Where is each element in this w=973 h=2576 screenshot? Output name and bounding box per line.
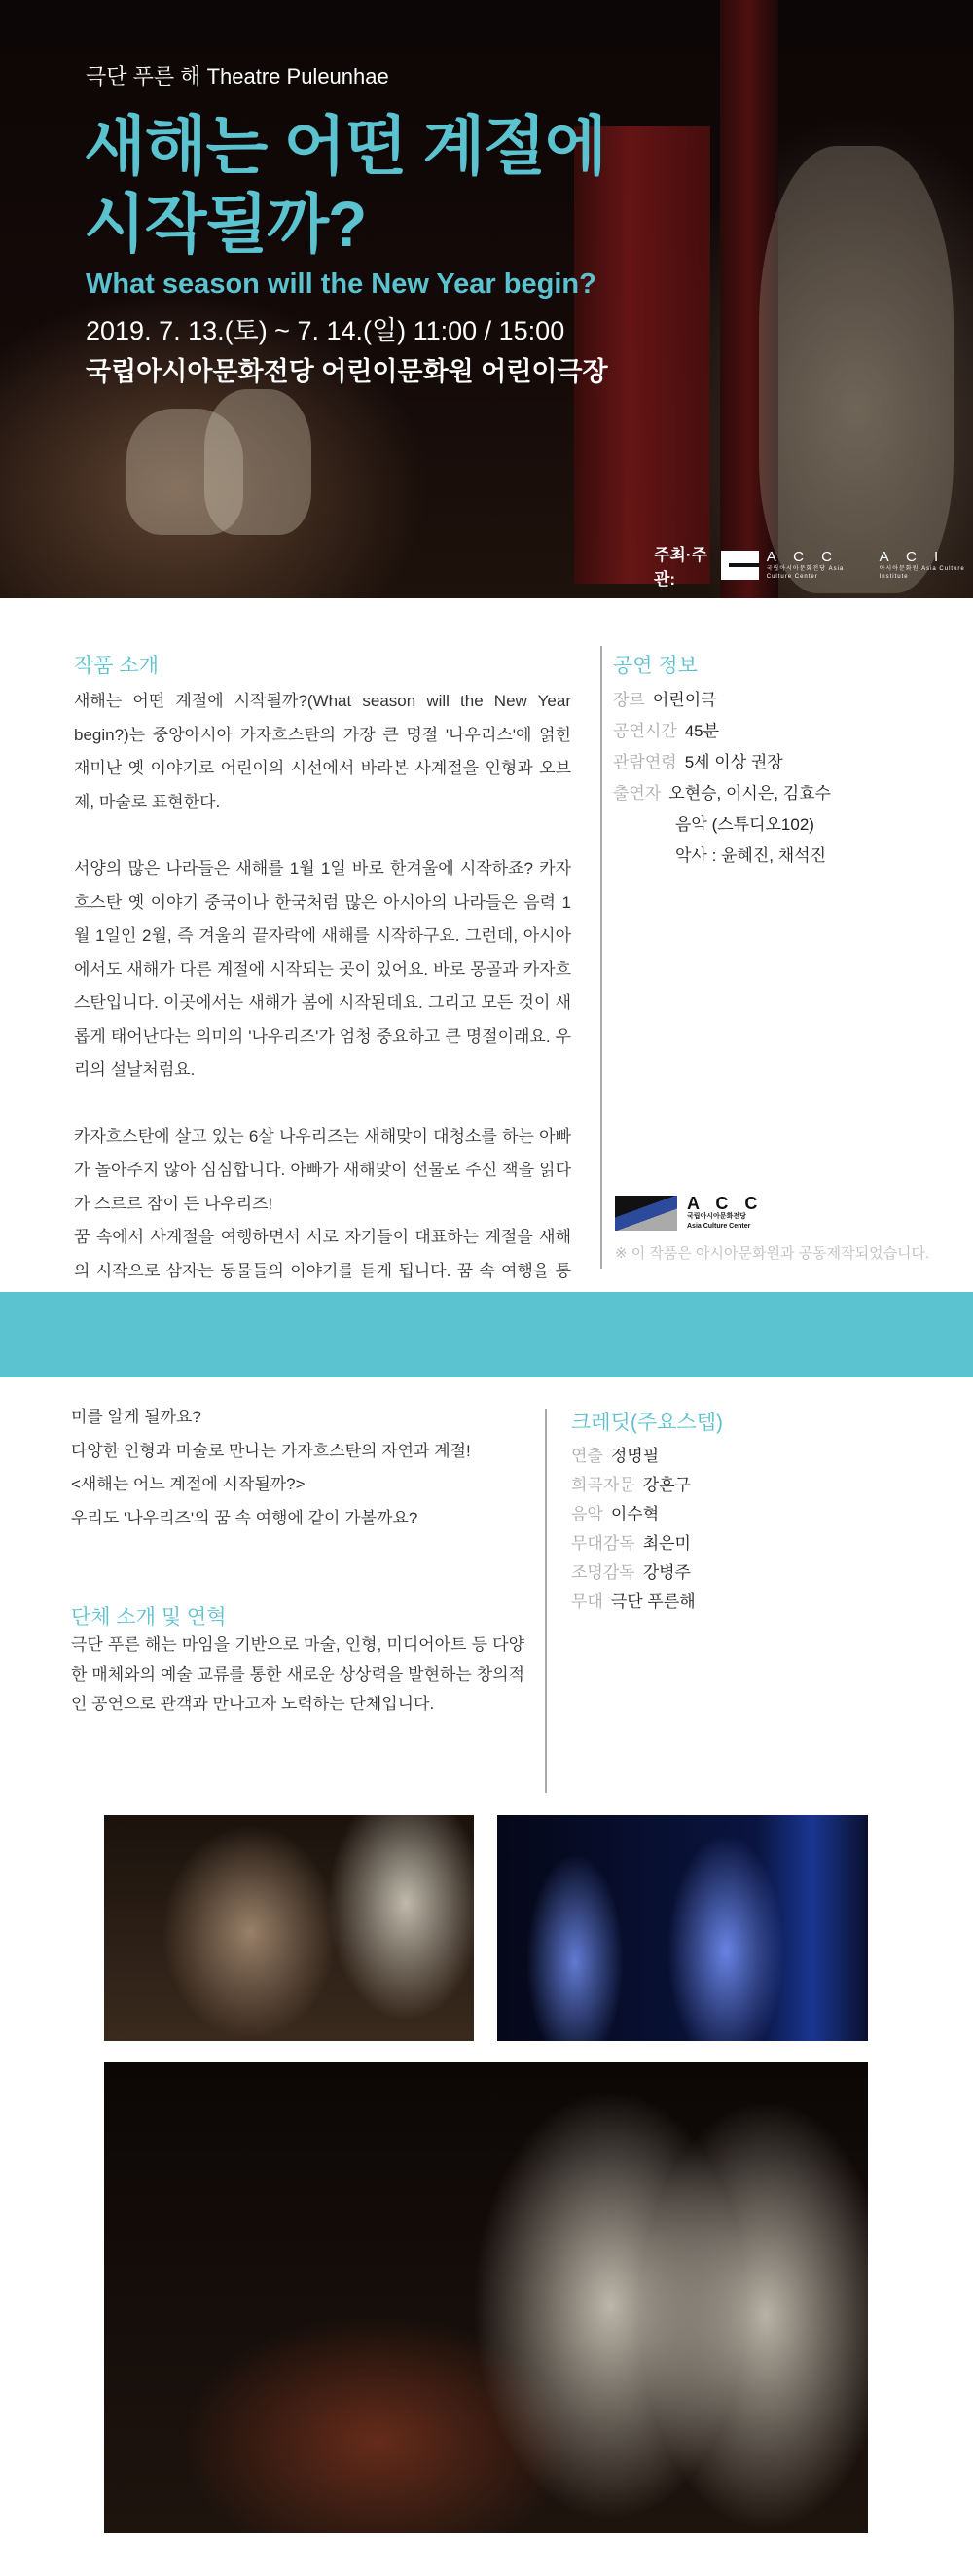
title-line-2: 시작될까? (84, 188, 367, 260)
credit-name: 강병주 (642, 1563, 691, 1582)
title-line-1: 새해는 어떤 계절에 (84, 110, 606, 182)
intro-paragraph: 새해는 어떤 계절에 시작될까?(What season will the New Year begin?)는 중앙아시아 카자흐스탄의 가장 큰 명절 '나우리스'에 얽힌 재미난 옛 이야기로 어린이의 시선에서 바라본 사계절을 인형과 오브제, 마술로 표현한다. (74, 692, 571, 811)
credit-row (571, 1442, 863, 1471)
info-value: 오현승, 이시은, 김효수 (668, 784, 831, 803)
acc-logo-icon (721, 551, 758, 580)
credit-row (571, 1471, 863, 1500)
credit-role: 연출 (571, 1447, 603, 1465)
performance-photo-3 (104, 2062, 868, 2533)
credit-name: 강훈구 (642, 1476, 691, 1494)
credit-row (571, 1588, 863, 1617)
credit-role: 무대 (571, 1592, 603, 1611)
info-row-age (613, 747, 944, 778)
host-logos (654, 541, 973, 590)
intro-paragraph: 서양의 많은 나라들은 새해를 1월 1일 바로 한겨울에 시작하죠? 카자흐스탄 옛 이야기 중국이나 한국처럼 많은 아시아의 나라들은 음력 1월 1일인 2월, 즉 겨울의 끝자락에 새해를 시작하구요. 그런데, 아시아에서도 새해가 다른 계절에 시작되는 곳이 있어요. 바로 몽골과 카자흐스탄입니다. 이곳에서는 새해가 봄에 시작된데요. 그리고 모든 것이 새롭게 태어난다는 의미의 '나우리즈'가 엄청 중요하고 큰 명절이래요. 우리의 설날처럼요. (74, 859, 571, 1079)
intro-section (74, 650, 571, 1322)
acc-logo-subtext: 국립아시아문화전당 Asia Culture Center (766, 566, 845, 580)
info-musicians: 악사 : 윤혜진, 채석진 (675, 846, 826, 865)
performance-venue: 국립아시아문화전당 어린이문화원 어린이극장 (86, 357, 608, 386)
intro-paragraph: 우리도 '나우리즈'의 꿈 속 여행에 같이 가볼까요? (71, 1508, 418, 1527)
credits-section (571, 1407, 863, 1617)
info-heading: 공연 정보 (613, 655, 698, 677)
column-divider (600, 646, 602, 1269)
info-value: 어린이극 (652, 691, 717, 709)
acc-logo-subtext-ko: 국립아시아문화전당 (687, 1213, 746, 1220)
acc-logo-subtext-en: Asia Culture Center (687, 1223, 751, 1230)
acc-logo-wordmark (687, 1195, 763, 1232)
company-text: 극단 푸른 해는 마임을 기반으로 마술, 인형, 미디어아트 등 다양한 매체와의 예술 교류를 통한 새로운 상상력을 발현하는 창의적인 공연으로 관객과 만나고자 노력하는 단체입니다. (71, 1635, 524, 1713)
intro-heading: 작품 소개 (74, 655, 159, 677)
page-title (84, 107, 606, 263)
credit-row (571, 1529, 863, 1558)
credits-heading: 크레딧(주요스텝) (571, 1412, 723, 1434)
hero-banner (0, 0, 973, 598)
credit-name: 최은미 (642, 1534, 691, 1553)
info-value: 5세 이상 권장 (684, 753, 783, 771)
info-label: 공연시간 (613, 722, 677, 740)
title-english: What season will the New Year begin? (86, 268, 596, 300)
performance-photo-1 (104, 1815, 474, 2041)
coproduction-note: ※ 이 작품은 아시아문화원과 공동제작되었습니다. (615, 1245, 930, 1262)
intro-continued (71, 1401, 528, 1535)
company-heading: 단체 소개 및 연혁 (71, 1606, 227, 1628)
credit-role: 희곡자문 (571, 1476, 635, 1494)
info-value: 45분 (684, 722, 720, 740)
aci-logo (880, 550, 973, 581)
intro-paragraph: <새해는 어느 계절에 시작될까?> (71, 1475, 306, 1493)
credit-role: 조명감독 (571, 1563, 635, 1582)
info-row-cast (613, 778, 944, 809)
column-divider (545, 1409, 547, 1793)
acc-logo (767, 550, 872, 581)
intro-paragraph: 미를 알게 될까요? (71, 1408, 201, 1426)
credit-role: 무대감독 (571, 1534, 635, 1553)
aci-logo-text: A C I (879, 549, 946, 565)
host-label: 주최·주관: (654, 546, 707, 589)
info-label: 출연자 (613, 784, 662, 803)
hero-photo-performer (204, 389, 311, 535)
company-section (71, 1601, 524, 1720)
acc-coproduction-logo (615, 1195, 763, 1232)
info-label: 관람연령 (613, 753, 677, 771)
info-row-duration (613, 716, 944, 747)
credit-name: 이수혁 (610, 1505, 660, 1523)
acc-logo-text: A C C (687, 1194, 764, 1213)
company-name: 극단 푸른 해 Theatre Puleunhae (86, 64, 389, 89)
hero-photo-performer (759, 146, 954, 593)
info-row-genre (613, 685, 944, 716)
performance-info (613, 650, 944, 872)
intro-paragraph: 다양한 인형과 마술로 만나는 카자흐스탄의 자연과 계절! (71, 1441, 471, 1460)
info-music: 음악 (스튜디오102) (675, 815, 814, 834)
intro-paragraph: 카자흐스탄에 살고 있는 6살 나우리즈는 새해맞이 대청소를 하는 아빠가 놀아주지 않아 심심합니다. 아빠가 새해맞이 선물로 주신 책을 읽다가 스르르 잠이 든 나우리즈! (74, 1127, 571, 1213)
credit-role: 음악 (571, 1505, 603, 1523)
credit-name: 극단 푸른해 (610, 1592, 696, 1611)
credit-row (571, 1500, 863, 1529)
acc-logo-text: A C C (766, 549, 839, 565)
teal-band (0, 1292, 973, 1377)
intro-paragraph: 꿈 속에서 사계절을 여행하면서 서로 자기들이 대표하는 계절을 새해의 시작으로 삼자는 동물들의 이야기를 듣게 됩니다. 꿈 속 여행을 통 (74, 1228, 571, 1280)
aci-logo-subtext: 아시아문화원 Asia Culture Institute (879, 566, 965, 580)
credit-row (571, 1558, 863, 1588)
acc-logo-icon (615, 1196, 677, 1231)
performance-photo-2 (497, 1815, 868, 2041)
performance-date: 2019. 7. 13.(토) ~ 7. 14.(일) 11:00 / 15:00 (86, 316, 565, 345)
info-label: 장르 (613, 691, 645, 709)
credit-name: 정명필 (610, 1447, 660, 1465)
